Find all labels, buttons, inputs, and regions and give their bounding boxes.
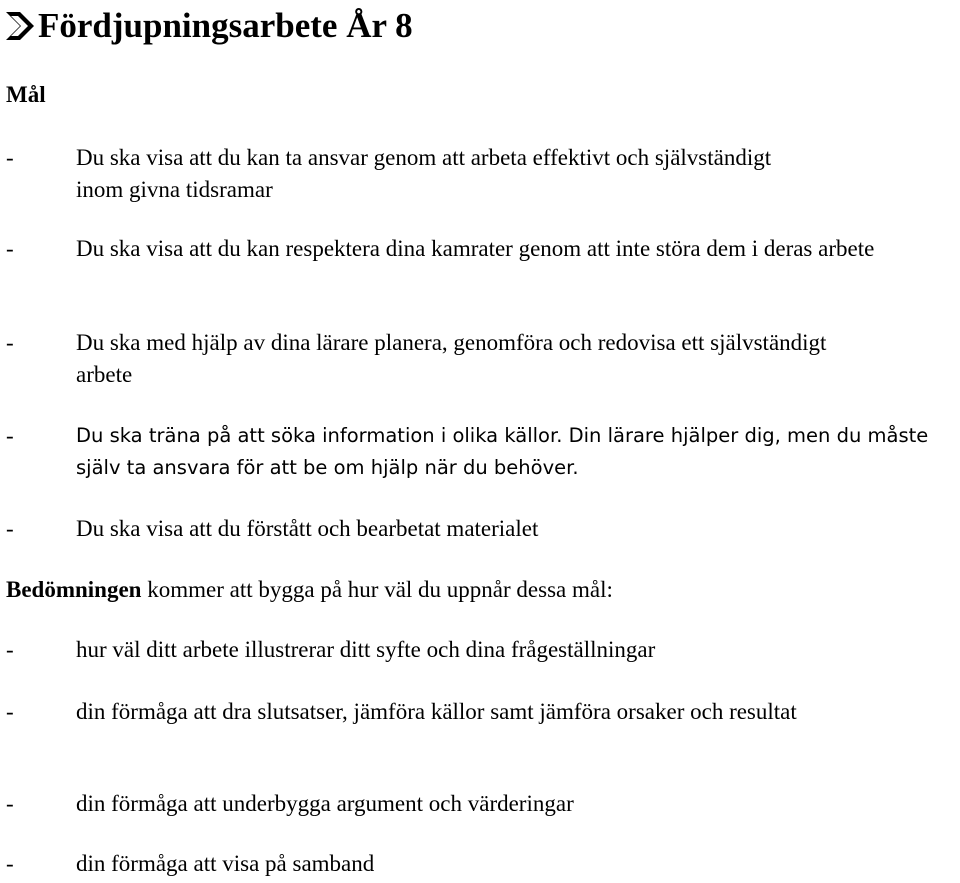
list-dash: - — [6, 236, 14, 261]
criteria-text: din förmåga att visa på samband — [76, 851, 375, 876]
list-dash: - — [6, 699, 14, 724]
list-dash: - — [6, 423, 14, 448]
criteria-text: din förmåga att underbygga argument och värderingar — [76, 791, 574, 816]
list-dash: - — [6, 330, 14, 355]
goal-text: Du ska visa att du kan respektera dina kamrater genom att inte störa dem i deras arbete — [76, 236, 875, 261]
assessment-intro-text: kommer att bygga på hur väl du uppnår dessa mål: — [141, 577, 613, 602]
goal-item — [6, 233, 960, 265]
goal-item — [6, 420, 960, 483]
goal-text: Du ska med hjälp av dina lärare planera, genomföra och redovisa ett självständigt arbete — [76, 330, 827, 387]
list-dash: - — [6, 637, 14, 662]
criteria-item — [6, 634, 960, 666]
goal-item — [6, 142, 960, 205]
assessment-intro — [6, 575, 613, 605]
goal-text: Du ska träna på att söka information i olika källor. Din lärare hjälper dig, men du måste själv ta ansvara för att be om hjälp när du behöver. — [76, 424, 929, 479]
criteria-text: hur väl ditt arbete illustrerar ditt syfte och dina frågeställningar — [76, 637, 656, 662]
document-title-row — [4, 2, 413, 50]
list-dash: - — [6, 145, 14, 170]
goal-text: Du ska visa att du förstått och bearbetat materialet — [76, 516, 539, 541]
list-dash: - — [6, 851, 14, 876]
goal-item — [6, 327, 960, 390]
goals-heading: Mål — [6, 82, 46, 107]
arrow-bullet-icon — [4, 9, 36, 43]
criteria-item — [6, 788, 960, 820]
criteria-text: din förmåga att dra slutsatser, jämföra källor samt jämföra orsaker och resultat — [76, 699, 797, 724]
goal-item — [6, 513, 960, 545]
criteria-item — [6, 848, 960, 880]
criteria-item — [6, 696, 960, 728]
list-dash: - — [6, 516, 14, 541]
list-dash: - — [6, 791, 14, 816]
assessment-bold-word: Bedömningen — [6, 577, 142, 602]
goal-text: Du ska visa att du kan ta ansvar genom att arbeta effektivt och självständigt inom givna tidsramar — [76, 145, 772, 202]
document-title: Fördjupningsarbete År 8 — [38, 6, 413, 45]
